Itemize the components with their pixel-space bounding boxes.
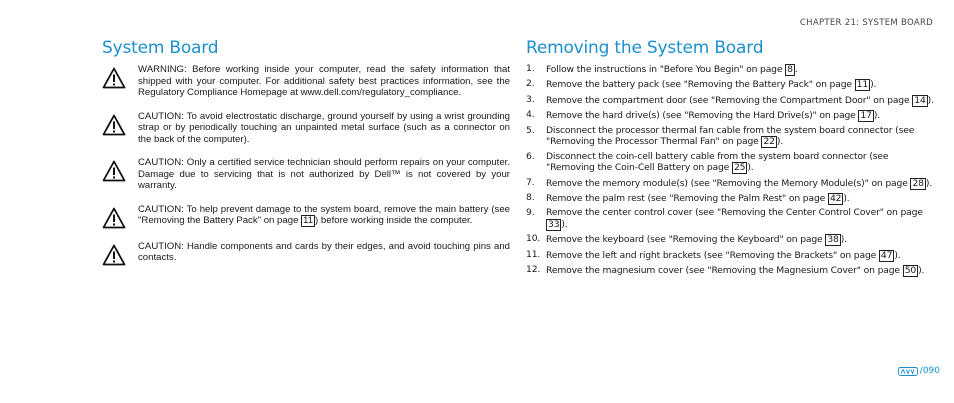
left-column: [102, 38, 512, 278]
step-text: Disconnect the processor thermal fan cable from the system board connector (see "Removing the Processor Thermal Fan" on page: [546, 124, 915, 148]
caution-text: CAUTION: To avoid electrostatic discharge, ground yourself by using a wrist grounding strap or by periodically touching an unpainted metal surface (such as a connector on the back of the computer).: [138, 110, 510, 145]
step-number: 6.: [526, 150, 535, 162]
list-item: [526, 64, 940, 76]
page-reference-link[interactable]: 50: [904, 265, 917, 277]
page-number: [898, 366, 940, 376]
step-text-end: .: [794, 64, 798, 75]
list-item: [526, 126, 940, 149]
step-text-end: ).: [747, 162, 754, 174]
step-text-end: ).: [873, 110, 881, 122]
step-text: Disconnect the coin-cell battery cable from the system board connector (see "Removing the Coin-Cell Battery on page: [546, 150, 889, 174]
step-text-end: ).: [776, 136, 784, 148]
step-number: 12.: [526, 264, 541, 276]
page-reference-link[interactable]: 14: [914, 94, 926, 106]
caution-notice: [102, 204, 512, 229]
step-text: Remove the compartment door (see "Removing the Compartment Door" on page: [546, 94, 913, 106]
alienware-logo-icon: [898, 367, 918, 376]
step-text-end: ).: [918, 265, 925, 277]
page-reference-link[interactable]: 11: [303, 215, 314, 226]
caution-text-post: ) before working inside the computer.: [315, 215, 473, 226]
caution-text: CAUTION: Only a certified service technician should perform repairs on your computer. Damage due to servicing that is not authorized by Dell™ is not covered by your warranty.: [138, 157, 510, 191]
step-number: 7.: [526, 176, 535, 188]
page-number-value: 090: [922, 366, 940, 376]
warning-text: WARNING: Before working inside your computer, read the safety information that shipped with your computer. For additional safety best practices information, see the Regulatory Compliance Homepage at www.dell.com/regulatory_compliance.: [138, 64, 510, 98]
step-text: Remove the hard drive(s) (see "Removing the Hard Drive(s)" on page: [546, 110, 859, 122]
step-number: 2.: [526, 78, 535, 90]
step-text-end: ).: [843, 192, 850, 204]
warning-icon: [102, 67, 126, 89]
step-text: Follow the instructions in "Before You Begin" on page: [546, 64, 786, 75]
procedure-steps: [526, 64, 940, 277]
caution-notice: [102, 241, 512, 266]
step-text-end: ).: [927, 94, 934, 106]
list-item: [526, 265, 940, 277]
list-item: [526, 193, 940, 205]
step-text: Remove the left and right brackets (see "Removing the Brackets" on page: [546, 249, 879, 261]
list-item: [526, 152, 940, 175]
step-text: Remove the battery pack (see "Removing the Battery Pack" on page: [546, 79, 855, 91]
step-number: 4.: [526, 109, 535, 121]
step-text: Remove the magnesium cover (see "Removing the Magnesium Cover" on page: [546, 265, 903, 277]
step-number: 3.: [526, 93, 535, 105]
page-reference-link[interactable]: 17: [860, 110, 872, 122]
page-reference-link[interactable]: 11: [856, 79, 869, 91]
step-number: 9.: [526, 207, 535, 219]
list-item: [526, 95, 940, 107]
step-text-end: ).: [561, 218, 568, 230]
list-item: [526, 208, 940, 231]
step-number: 8.: [526, 191, 535, 203]
page-reference-link[interactable]: 33: [548, 218, 560, 230]
page-reference-link[interactable]: 25: [733, 162, 746, 174]
caution-notice: [102, 157, 512, 192]
step-number: 10.: [526, 233, 541, 245]
section-title-system-board: System Board: [102, 38, 219, 58]
page-reference-link[interactable]: 22: [763, 136, 775, 148]
caution-text: [138, 204, 510, 228]
step-text-end: ).: [894, 249, 901, 261]
list-item: [526, 234, 940, 246]
page-reference-link[interactable]: 8: [787, 64, 793, 75]
step-text-end: ).: [870, 79, 877, 91]
list-item: [526, 250, 940, 262]
warning-icon: [102, 244, 126, 266]
caution-notice: [102, 111, 512, 146]
page-reference-link[interactable]: 42: [829, 192, 842, 204]
warning-icon: [102, 114, 126, 136]
chapter-header: CHAPTER 21: SYSTEM BOARD: [799, 18, 933, 28]
step-text: Remove the palm rest (see "Removing the Palm Rest" on page: [546, 192, 828, 204]
step-number: 1.: [526, 63, 535, 74]
step-text-end: ).: [925, 177, 933, 189]
step-text: Remove the memory module(s) (see "Removing the Memory Module(s)" on page: [546, 177, 911, 189]
list-item: [526, 178, 940, 190]
page-reference-link[interactable]: 28: [912, 177, 924, 189]
right-column: [526, 38, 940, 280]
warning-icon: [102, 207, 126, 229]
step-number: 11.: [526, 248, 541, 260]
page-reference-link[interactable]: 38: [827, 234, 839, 246]
list-item: [526, 110, 940, 122]
step-text: Remove the keyboard (see "Removing the Keyboard" on page: [546, 234, 826, 246]
caution-text: CAUTION: Handle components and cards by their edges, and avoid touching pins and contacts.: [138, 240, 510, 263]
page-reference-link[interactable]: 47: [880, 249, 893, 261]
step-number: 5.: [526, 124, 535, 136]
step-text: Remove the center control cover (see "Removing the Center Control Cover" on page: [546, 207, 923, 219]
list-item: [526, 79, 940, 91]
step-text-end: ).: [840, 234, 847, 246]
section-title-removing-system-board: Removing the System Board: [526, 38, 764, 58]
caution-text-pre: CAUTION: To help prevent damage to the system board, remove the main battery (see "Removing the Battery Pack" on page: [138, 203, 510, 226]
page-number-text: /090: [919, 366, 940, 376]
warning-notice: [102, 64, 512, 99]
warning-icon: [102, 160, 126, 182]
